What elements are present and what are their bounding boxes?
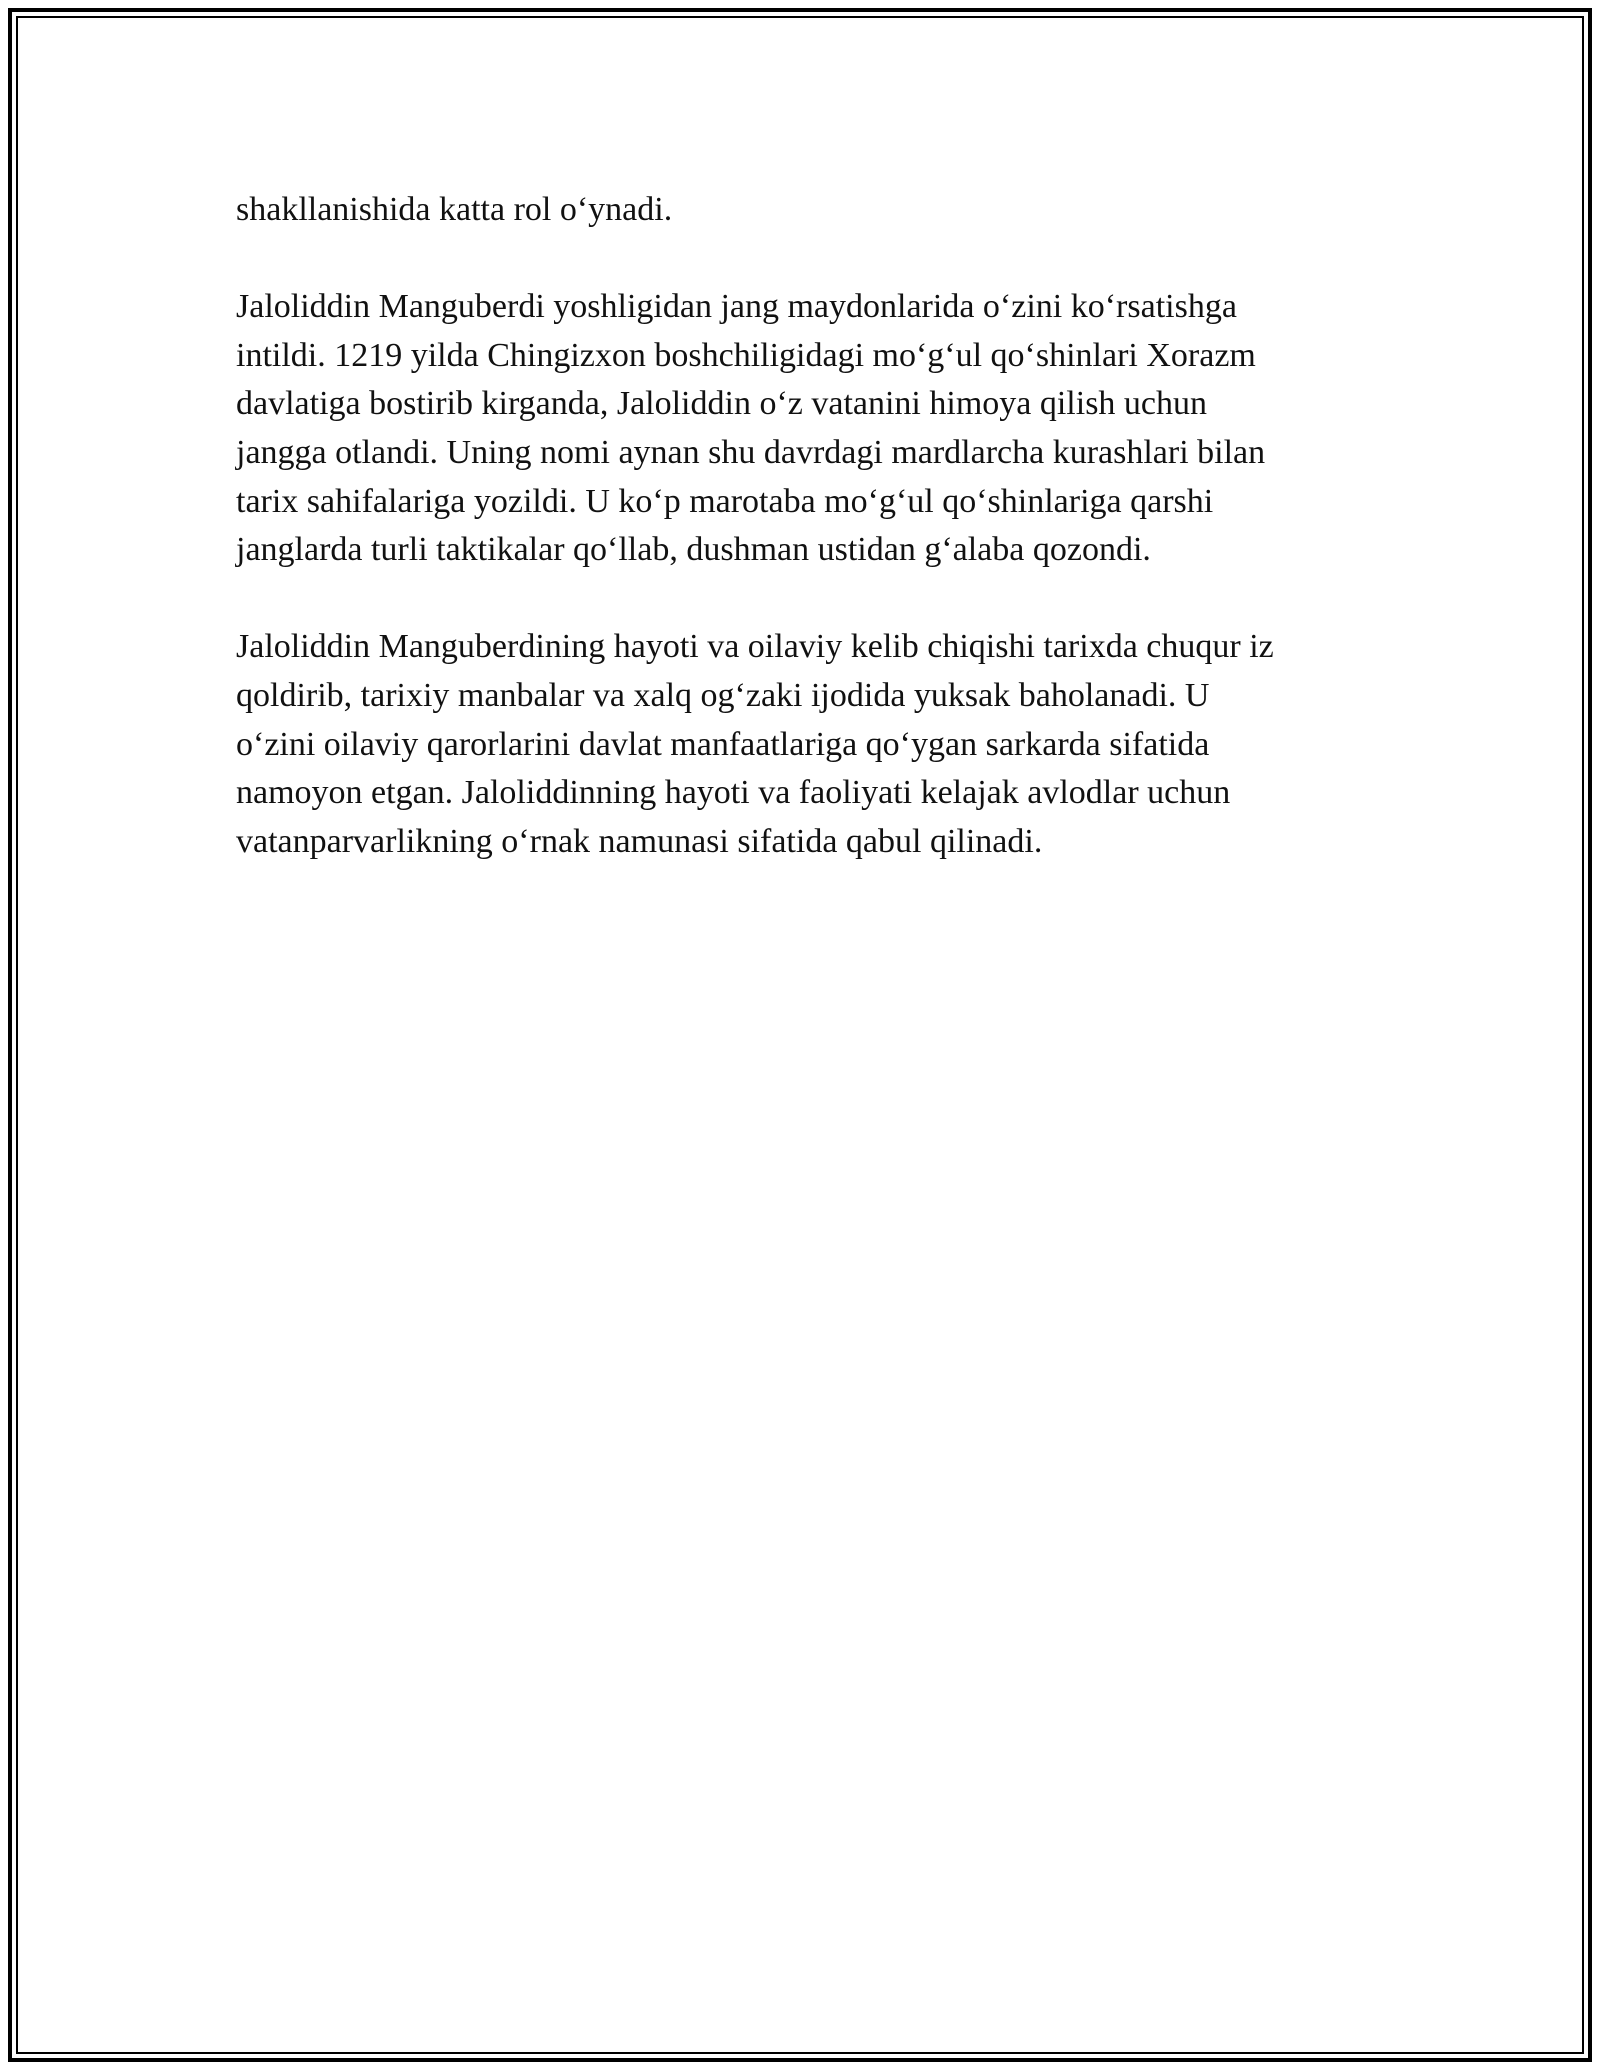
text-line: janglarda turli taktikalar qoʻllab, dushman ustidan gʻalaba qozondi. <box>236 531 1151 569</box>
paragraph-2 <box>236 283 1416 575</box>
text-line: Jaloliddin Manguberdining hayoti va oilaviy kelib chiqishi tarixda chuqur iz <box>236 628 1274 666</box>
text-line: shakllanishida katta rol oʻynadi. <box>236 191 673 228</box>
text-line: vatanparvarlikning oʻrnak namunasi sifatida qabul qilinadi. <box>236 822 1043 860</box>
paragraph-1 <box>236 186 1416 235</box>
text-line: oʻzini oilaviy qarorlarini davlat manfaatlariga qoʻygan sarkarda sifatida <box>236 725 1210 763</box>
text-line: namoyon etgan. Jaloliddinning hayoti va faoliyati kelajak avlodlar uchun <box>236 774 1231 812</box>
text-line: qoldirib, tarixiy manbalar va xalq ogʻzaki ijodida yuksak baholanadi. U <box>236 676 1210 714</box>
document-body <box>236 186 1416 915</box>
text-line: intildi. 1219 yilda Chingizxon boshchiligidagi moʻgʻul qoʻshinlari Xorazm <box>236 336 1256 374</box>
text-line: Jaloliddin Manguberdi yoshligidan jang maydonlarida oʻzini koʻrsatishga <box>236 288 1237 326</box>
paragraph-3 <box>236 623 1416 866</box>
text-line: tarix sahifalariga yozildi. U koʻp marotaba moʻgʻul qoʻshinlariga qarshi <box>236 482 1214 520</box>
text-line: jangga otlandi. Uning nomi aynan shu davrdagi mardlarcha kurashlari bilan <box>236 433 1266 471</box>
text-line: davlatiga bostirib kirganda, Jaloliddin oʻz vatanini himoya qilish uchun <box>236 385 1208 423</box>
